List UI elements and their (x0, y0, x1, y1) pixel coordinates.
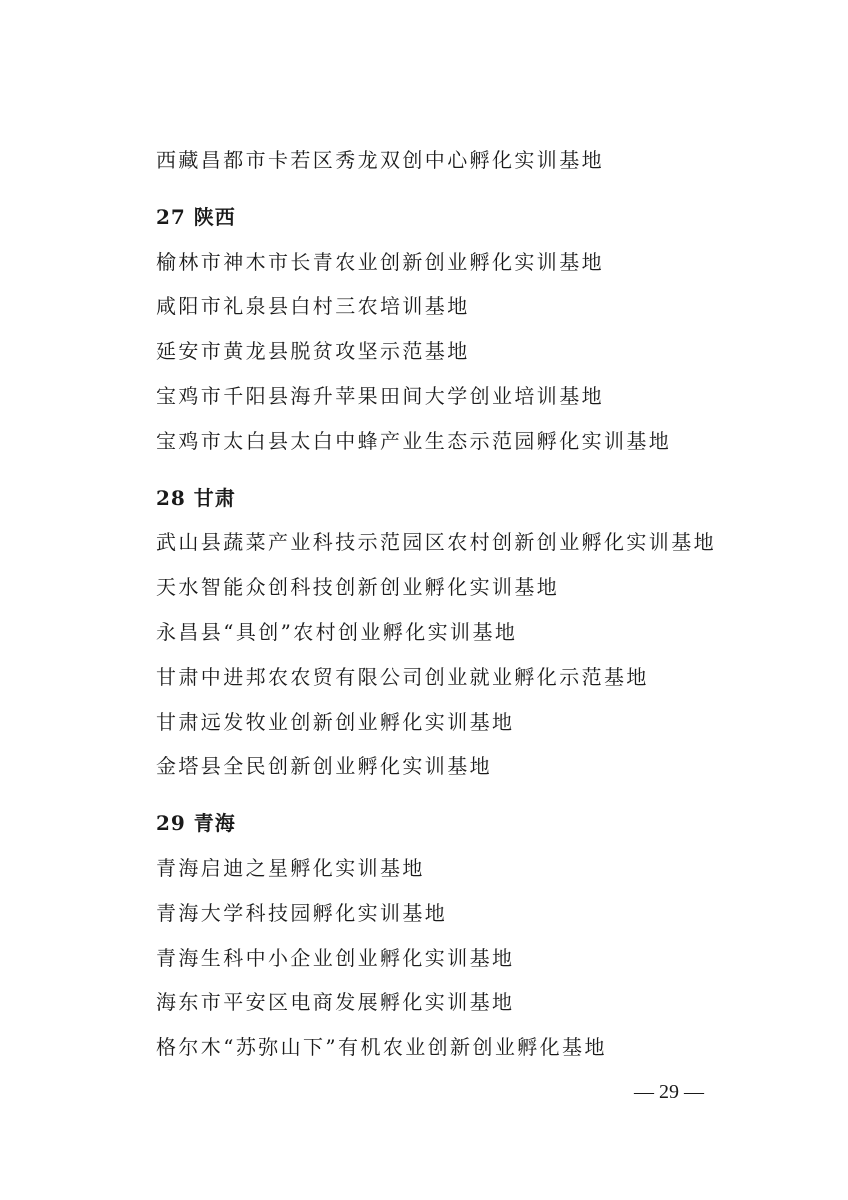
document-content (156, 138, 796, 1070)
list-item: 甘肃远发牧业创新创业孵化实训基地 (156, 709, 515, 734)
list-item: 甘肃中进邦农农贸有限公司创业就业孵化示范基地 (156, 664, 649, 689)
list-item: 海东市平安区电商发展孵化实训基地 (156, 990, 515, 1015)
list-item: 金塔县全民创新创业孵化实训基地 (156, 754, 492, 779)
list-item: 咸阳市礼泉县白村三农培训基地 (156, 294, 470, 319)
list-item: 西藏昌都市卡若区秀龙双创中心孵化实训基地 (156, 148, 604, 172)
page-number: — 29 — (634, 1081, 704, 1103)
list-item: 永昌县“具创”农村创业孵化实训基地 (156, 619, 518, 644)
list-item: 榆林市神木市长青农业创新创业孵化实训基地 (156, 249, 604, 274)
list-item: 天水智能众创科技创新创业孵化实训基地 (156, 575, 560, 600)
list-item: 格尔木“苏弥山下”有机农业创新创业孵化基地 (156, 1035, 607, 1060)
list-item: 宝鸡市太白县太白中蜂产业生态示范园孵化实训基地 (156, 428, 672, 453)
list-item: 青海大学科技园孵化实训基地 (156, 900, 448, 925)
section-heading-shaanxi: 27 陕西 (156, 204, 236, 229)
list-item: 青海启迪之星孵化实训基地 (156, 855, 425, 880)
list-item: 青海生科中小企业创业孵化实训基地 (156, 945, 515, 970)
section-heading-gansu: 28 甘肃 (156, 485, 236, 510)
list-item: 延安市黄龙县脱贫攻坚示范基地 (156, 339, 470, 364)
section-heading-qinghai: 29 青海 (156, 811, 236, 836)
list-item: 武山县蔬菜产业科技示范园区农村创新创业孵化实训基地 (156, 530, 716, 555)
list-item: 宝鸡市千阳县海升苹果田间大学创业培训基地 (156, 383, 604, 408)
